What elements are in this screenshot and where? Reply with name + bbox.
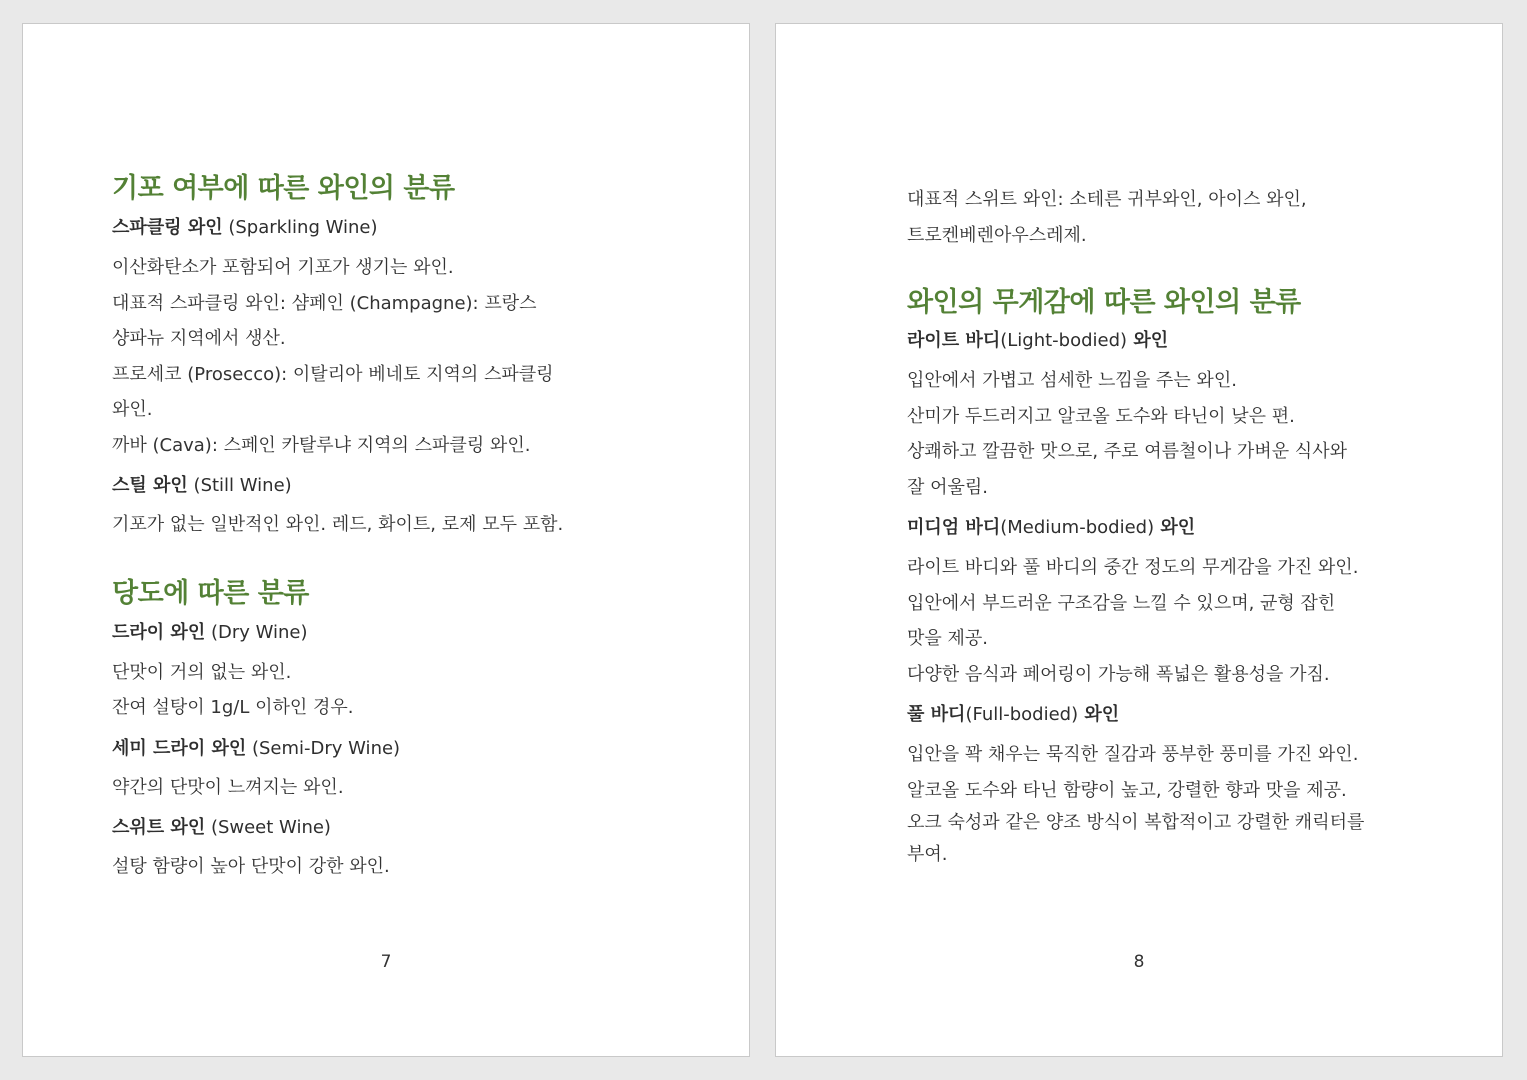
item-light-bodied <box>907 328 1422 505</box>
section-heading-body: 와인의 무게감에 따른 와인의 분류 <box>907 287 1301 318</box>
item-title: 스위트 와인 (Sweet Wine) <box>112 817 331 838</box>
item-line: 오크 숙성과 같은 양조 방식이 복합적이고 강렬한 캐릭터를 <box>907 812 1365 833</box>
item-line: 프로세코 (Prosecco): 이탈리아 베네토 지역의 스파클링 <box>112 363 554 385</box>
item-title: 풀 바디(Full-bodied) 와인 <box>907 704 1120 725</box>
item-line: 단맛이 거의 없는 와인. <box>112 661 292 683</box>
item-line: 이산화탄소가 포함되어 기포가 생기는 와인. <box>112 257 454 278</box>
item-line: 트로켄베렌아우스레제. <box>907 224 1087 246</box>
item-line: 까바 (Cava): 스페인 카탈루냐 지역의 스파클링 와인. <box>112 434 531 456</box>
page-content <box>907 182 1422 873</box>
item-title: 스파클링 와인 (Sparkling Wine) <box>112 217 378 238</box>
item-title: 세미 드라이 와인 (Semi-Dry Wine) <box>112 737 401 759</box>
item-title: 미디엄 바디(Medium-bodied) 와인 <box>907 517 1196 538</box>
item-line: 맛을 제공. <box>907 628 988 649</box>
section-heading-sparkling: 기포 여부에 따른 와인의 분류 <box>112 173 455 204</box>
item-title: 스틸 와인 (Still Wine) <box>112 475 292 496</box>
item-medium-bodied <box>907 515 1422 692</box>
item-line: 상쾌하고 깔끔한 맛으로, 주로 여름철이나 가벼운 식사와 <box>907 441 1347 462</box>
item-line: 대표적 스파클링 와인: 샴페인 (Champagne): 프랑스 <box>112 292 537 314</box>
item-full-bodied <box>907 702 1422 873</box>
item-line: 입안에서 가볍고 섬세한 느낌을 주는 와인. <box>907 370 1237 391</box>
item-still-wine <box>112 473 659 543</box>
item-line: 대표적 스위트 와인: 소테른 귀부와인, 아이스 와인, <box>907 189 1307 210</box>
page-number: 8 <box>1133 952 1145 972</box>
item-line: 잘 어울림. <box>907 476 988 498</box>
item-line: 부여. <box>907 844 948 865</box>
item-line: 산미가 두드러지고 알코올 도수와 타닌이 낮은 편. <box>907 405 1295 427</box>
continued-paragraph <box>907 182 1422 253</box>
item-sweet-wine <box>112 815 659 885</box>
item-line: 잔여 설탕이 1g/L 이하인 경우. <box>112 697 354 718</box>
page-number: 7 <box>380 952 392 972</box>
item-line: 입안에서 부드러운 구조감을 느낄 수 있으며, 균형 잡힌 <box>907 592 1336 614</box>
item-line: 기포가 없는 일반적인 와인. 레드, 화이트, 로제 모두 포함. <box>112 514 564 535</box>
item-semi-dry-wine <box>112 736 659 806</box>
section-heading-sweetness: 당도에 따른 분류 <box>112 577 309 609</box>
item-line: 와인. <box>112 399 153 420</box>
page-content <box>112 171 659 885</box>
item-line: 입안을 꽉 채우는 묵직한 질감과 풍부한 풍미를 가진 와인. <box>907 744 1359 765</box>
document-page-7 <box>22 23 750 1057</box>
document-page-8 <box>775 23 1503 1057</box>
item-title: 드라이 와인 (Dry Wine) <box>112 621 308 643</box>
item-line: 샹파뉴 지역에서 생산. <box>112 328 286 349</box>
item-line: 알코올 도수와 타닌 함량이 높고, 강렬한 향과 맛을 제공. <box>907 779 1347 801</box>
item-line: 라이트 바디와 풀 바디의 중간 정도의 무게감을 가진 와인. <box>907 557 1359 578</box>
item-line: 다양한 음식과 페어링이 가능해 폭넓은 활용성을 가짐. <box>907 663 1330 685</box>
item-line: 약간의 단맛이 느껴지는 와인. <box>112 776 344 798</box>
item-dry-wine <box>112 620 659 726</box>
item-sparkling-wine <box>112 215 659 463</box>
item-title: 라이트 바디(Light-bodied) 와인 <box>907 330 1169 351</box>
item-line: 설탕 함량이 높아 단맛이 강한 와인. <box>112 856 390 877</box>
